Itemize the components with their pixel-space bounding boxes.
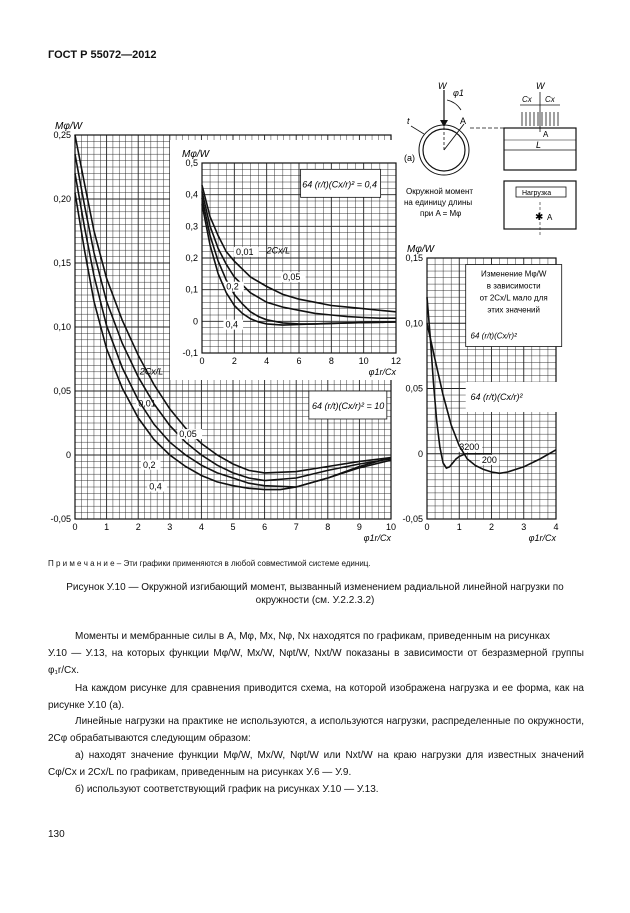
formula-text: 64 (r/t)(Cx/r)² [470, 391, 523, 402]
phi-arc [447, 100, 461, 110]
x-tick-label: 10 [358, 356, 369, 366]
series-label: 200 [481, 454, 497, 465]
y-axis-label: Mφ/W [182, 149, 210, 160]
y-axis-label: Mφ/W [407, 244, 435, 255]
schematic-a [404, 81, 576, 235]
x-axis-label: φ1r/Cx [368, 367, 396, 377]
y-tick-label: 0,15 [405, 253, 423, 263]
y-tick-label: -0,05 [402, 514, 423, 524]
schematic-a2-label: A [543, 130, 549, 139]
y-tick-label: 0,15 [53, 258, 71, 268]
x-tick-label: 10 [385, 522, 397, 532]
y-tick-label: 0,25 [53, 130, 71, 140]
x-axis-label: φ1r/Cx [363, 533, 391, 543]
schematic-cx-label-2: Cx [545, 95, 555, 104]
x-tick-label: 6 [296, 356, 302, 366]
x-tick-label: 2 [488, 522, 495, 532]
schematic-desc-3: при A = Mφ [420, 209, 462, 218]
schematic-desc-2: на единицу длины [404, 198, 473, 207]
y-axis-label: Mφ/W [55, 121, 83, 132]
schematic-w-label: W [438, 81, 447, 91]
figure-note: П р и м е ч а н и е – Эти графики применяются в любой совместимой системе единиц. [48, 559, 371, 568]
info-box-line: от 2Cx/L мало для [479, 293, 548, 303]
x-tick-label: 4 [553, 522, 559, 532]
x-tick-label: 1 [104, 522, 110, 532]
load-strip-label: Нагрузка [522, 190, 552, 197]
formula-text: 64 (r/t)(Cx/r)² = 0,4 [302, 179, 377, 190]
x-tick-label: 4 [264, 356, 270, 366]
info-box-line: в зависимости [486, 281, 541, 291]
schematic-a-label: A [460, 116, 467, 126]
series-label: 0,4 [225, 319, 238, 330]
figure-caption: Рисунок У.10 — Окружной изгибающий момент, вызванный изменением радиальной линейной нагрузки по окружности (см. У.2.2.3.2) [66, 582, 564, 606]
schematic-t-label: t [407, 116, 410, 126]
x-tick-label: 0 [199, 356, 205, 366]
x-tick-label: 2 [135, 522, 141, 532]
series-label: 0,2 [226, 281, 239, 292]
series-label: 0,01 [235, 246, 254, 257]
page-number: 130 [48, 829, 65, 840]
y-tick-label: 0,05 [405, 383, 423, 394]
schematic-l-label: L [536, 140, 542, 150]
series-label: 0,2 [142, 459, 156, 470]
chart-right [402, 244, 561, 543]
x-tick-label: 1 [456, 522, 462, 532]
x-tick-label: 9 [356, 522, 362, 532]
chart-inset [170, 140, 401, 380]
y-tick-label: 0,10 [405, 318, 423, 329]
x-tick-label: 3 [167, 522, 173, 532]
y-tick-label: 0,4 [185, 189, 198, 200]
y-tick-label: 0,5 [185, 158, 198, 168]
info-box-line: этих значений [487, 305, 540, 315]
schematic-label-a: (а) [404, 153, 415, 163]
x-tick-label: 0 [424, 522, 430, 532]
x-tick-label: 0 [72, 522, 78, 532]
body-paragraph-4: Линейные нагрузки на практике не используются, а используются нагрузки, распределенные по окружности, 2Cφ обрабатываются следующим образом: [48, 716, 584, 744]
body-paragraph-2: У.10 — У.13, на которых функции Mφ/W, Mx/W, Nφt/W, Nxt/W показаны в зависимости от безразмерной группы φ₁r/Cx. [48, 648, 584, 676]
x-tick-label: 7 [293, 522, 299, 532]
x-tick-label: 2 [231, 356, 237, 366]
y-tick-label: 0 [192, 316, 198, 327]
x-tick-label: 8 [328, 356, 334, 366]
y-tick-label: 0,05 [53, 386, 71, 396]
legend-title: 2Cx/L [266, 245, 291, 256]
body-paragraph-6: б) используют соответствующий график на рисунках У.10 — У.13. [75, 784, 379, 795]
formula-text: 64 (r/t)(Cx/r)² = 10 [312, 401, 385, 411]
y-tick-label: 0,3 [185, 221, 198, 232]
series-label: 0,01 [138, 398, 156, 409]
x-axis-label: φ1r/Cx [528, 533, 556, 543]
y-tick-label: 0,1 [185, 284, 198, 295]
y-tick-label: 0 [417, 448, 423, 459]
schematic-phi-label: φ1 [453, 88, 464, 98]
body-paragraph-1: Моменты и мембранные силы в A, Mφ, Mx, Nφ, Nx находятся по графикам, приведенным на рисунках [75, 631, 550, 642]
x-tick-label: 4 [198, 522, 204, 532]
y-tick-label: 0,10 [53, 322, 71, 332]
series-label: 0,4 [149, 481, 162, 492]
body-paragraph-5: а) находят значение функции Mφ/W, Mx/W, Nφt/W или Nxt/W на краю нагрузки для известных значений Cφ/Cx и 2Cx/L по графикам, приведенным на рисунках У.6 — У.9. [48, 750, 584, 778]
info-box-formula: 64 (r/t)(Cx/r)² [470, 331, 517, 341]
x-tick-label: 8 [325, 522, 331, 532]
document-header: ГОСТ Р 55072—2012 [48, 49, 157, 61]
legend-title: 2Cx/L [139, 366, 164, 377]
y-tick-label: -0,05 [50, 514, 71, 524]
x-tick-label: 12 [390, 356, 402, 366]
y-tick-label: 0,20 [53, 194, 71, 204]
series-label: 0,05 [179, 429, 197, 440]
schematic-w2-label: W [536, 81, 545, 91]
schematic-a3-label: A [547, 213, 553, 222]
x-tick-label: 6 [262, 522, 268, 532]
x-tick-label: 3 [521, 522, 527, 532]
y-tick-label: 0 [65, 450, 71, 460]
svg-text:✱: ✱ [535, 212, 544, 223]
series-label: 0,05 [282, 272, 301, 283]
x-tick-label: 5 [230, 522, 236, 532]
y-tick-label: -0,1 [182, 348, 198, 358]
body-paragraph-3: На каждом рисунке для сравнения приводится схема, на которой изображена нагрузка и ее форма, как на рисунке У.10 (а). [48, 683, 584, 711]
series-label: 3200 [459, 441, 480, 452]
info-box-line: Изменение Mφ/W [480, 269, 547, 279]
schematic-desc-1: Окружной момент [406, 187, 474, 196]
y-tick-label: 0,2 [185, 253, 198, 263]
schematic-cx-label-1: Cx [522, 95, 532, 104]
